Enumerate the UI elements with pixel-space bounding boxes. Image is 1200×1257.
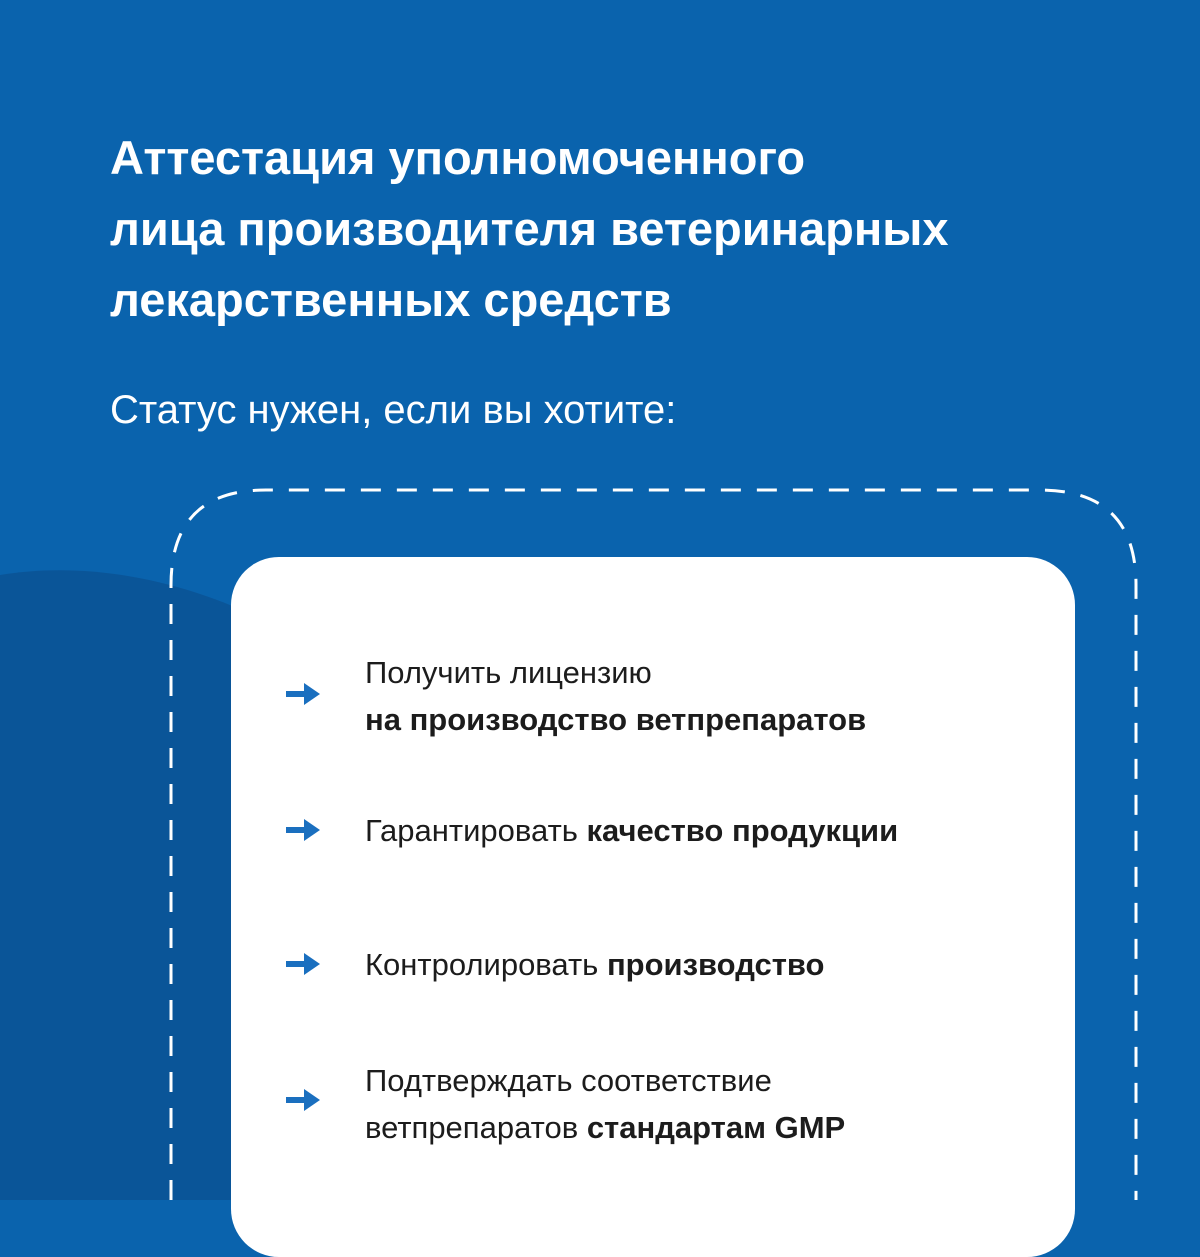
item-text: Контролировать производство — [365, 947, 825, 982]
benefits-card — [231, 557, 1075, 1257]
arrow-right-icon — [284, 951, 322, 977]
arrow-right-icon — [284, 817, 322, 843]
item-text: Получить лицензию на производство ветпрепаратов — [365, 655, 867, 737]
title-line-1: Аттестация уполномоченного — [110, 131, 806, 184]
item-text: Подтверждать соответствие ветпрепаратов стандартам GMP — [365, 1063, 846, 1145]
subtitle: Статус нужен, если вы хотите: — [110, 388, 677, 432]
title-line-3: лекарственных средств — [110, 273, 672, 326]
arrow-right-icon — [284, 681, 322, 707]
arrow-right-icon — [284, 1087, 322, 1113]
title-line-2: лица производителя ветеринарных — [110, 202, 949, 255]
item-text: Гарантировать качество продукции — [365, 813, 899, 848]
page-title — [110, 122, 1110, 335]
